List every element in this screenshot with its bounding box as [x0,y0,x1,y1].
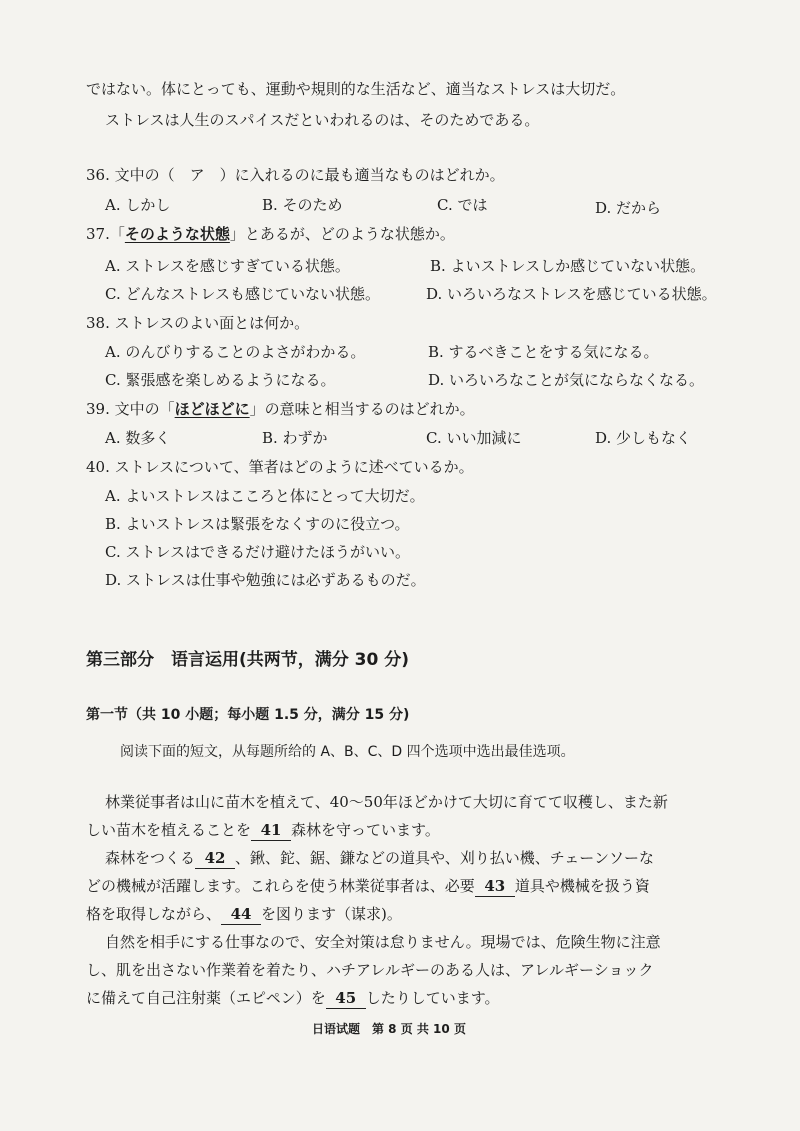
question-37-option-b: B. よいストレスしか感じていない状態。 [430,257,706,275]
passage-p3-line1: 自然を相手にする仕事なので、安全対策は怠りません。現場では、危険生物に注意 [105,933,661,951]
question-40-option-d: D. ストレスは仕事や勉強には必ずあるものだ。 [105,571,426,589]
question-37-stem [86,224,455,244]
passage-p3-line3 [86,988,500,1009]
question-38-option-c: C. 緊張感を楽しめるようになる。 [105,371,336,389]
section1-instruction: 阅读下面的短文，从每题所给的 A、B、C、D 四个选项中选出最佳选项。 [120,744,575,760]
passage-p2-line1-b: 、鍬、鉈、鋸、鎌などの道具や、刈り払い機、チェーンソーな [235,849,654,867]
question-40-option-b: B. よいストレスは緊張をなくすのに役立つ。 [105,515,410,533]
question-37-option-a: A. ストレスを感じすぎている状態。 [105,257,350,275]
question-37-stem-prefix: 37.「 [86,225,125,243]
passage-p2-line3-b: を図ります（谋求)。 [261,905,402,923]
passage-p2-line2-b: 道具や機械を扱う資 [514,877,650,895]
question-37-option-c: C. どんなストレスも感じていない状態。 [105,285,381,303]
question-36-stem: 36. 文中の（ ア ）に入れるのに最も適当なものはどれか。 [86,166,505,184]
question-36-option-b: B. そのため [262,196,343,214]
passage-p3-line3-b: したりしています。 [365,989,500,1007]
question-37-stem-suffix: 」とあるが、どのような状態か。 [229,225,455,243]
question-39-highlight: ほどほどに [174,400,250,418]
question-37-option-d: D. いろいろなストレスを感じている状態。 [426,285,717,303]
passage-p3-line3-a: に備えて自己注射薬（エピペン）を [86,989,326,1007]
passage-p2-line1 [105,848,654,869]
question-38-stem: 38. ストレスのよい面とは何か。 [86,314,310,332]
question-39-option-a: A. 数多く [105,429,171,447]
question-37-highlight: そのような状態 [124,225,230,243]
passage-p2-line3-a: 格を取得しながら、 [86,905,222,923]
passage-p2-line2-a: どの機械が活躍します。これらを使う林業従事者は、必要 [86,877,475,895]
question-39-stem-prefix: 39. 文中の「 [86,400,175,418]
question-39-option-b: B. わずか [262,429,328,447]
passage-p1-line2-a: しい苗木を植えることを [86,821,252,839]
question-38-option-d: D. いろいろなことが気にならなくなる。 [428,371,705,389]
question-39-option-c: C. いい加減に [426,429,522,447]
question-40-stem: 40. ストレスについて、筆者はどのように述べているか。 [86,458,474,476]
passage-p2-line1-a: 森林をつくる [105,849,196,867]
blank-41: 41 [251,820,291,841]
passage-p1-line2-b: 森林を守っています。 [291,821,440,839]
question-40-option-a: A. よいストレスはこころと体にとって大切だ。 [105,487,425,505]
intro-line-1: ではない。体にとっても、運動や規則的な生活など、適当なストレスは大切だ。 [86,80,626,98]
passage-p1-line1: 林業従事者は山に苗木を植えて、40～50年ほどかけて大切に育てて収穫し、また新 [105,793,668,811]
question-40-option-c: C. ストレスはできるだけ避けたほうがいい。 [105,543,411,561]
part3-title: 第三部分 语言运用(共两节，满分 30 分) [86,650,410,670]
blank-42: 42 [195,848,235,869]
question-39-stem [86,399,475,419]
question-38-option-b: B. するべきことをする気になる。 [428,343,659,361]
question-36-option-a: A. しかし [105,196,171,214]
passage-p1-line2 [86,820,440,841]
passage-p2-line2 [86,876,650,897]
section1-title: 第一节（共 10 小题；每小题 1.5 分，满分 15 分) [86,707,410,723]
blank-45: 45 [326,988,366,1009]
blank-43: 43 [475,876,515,897]
blank-44: 44 [221,904,261,925]
question-36-option-c: C. では [437,196,488,214]
question-39-option-d: D. 少しもなく [595,429,692,447]
page-footer: 日语试题 第 8 页 共 10 页 [312,1022,466,1036]
passage-p3-line2: し、肌を出さない作業着を着たり、ハチアレルギーのある人は、アレルギーショック [86,961,654,979]
intro-line-2: ストレスは人生のスパイスだといわれるのは、そのためである。 [105,111,540,129]
question-36-option-d: D. だから [595,199,662,217]
question-39-stem-suffix: 」の意味と相当するのはどれか。 [249,400,475,418]
passage-p2-line3 [86,904,402,925]
question-38-option-a: A. のんびりすることのよさがわかる。 [105,343,366,361]
